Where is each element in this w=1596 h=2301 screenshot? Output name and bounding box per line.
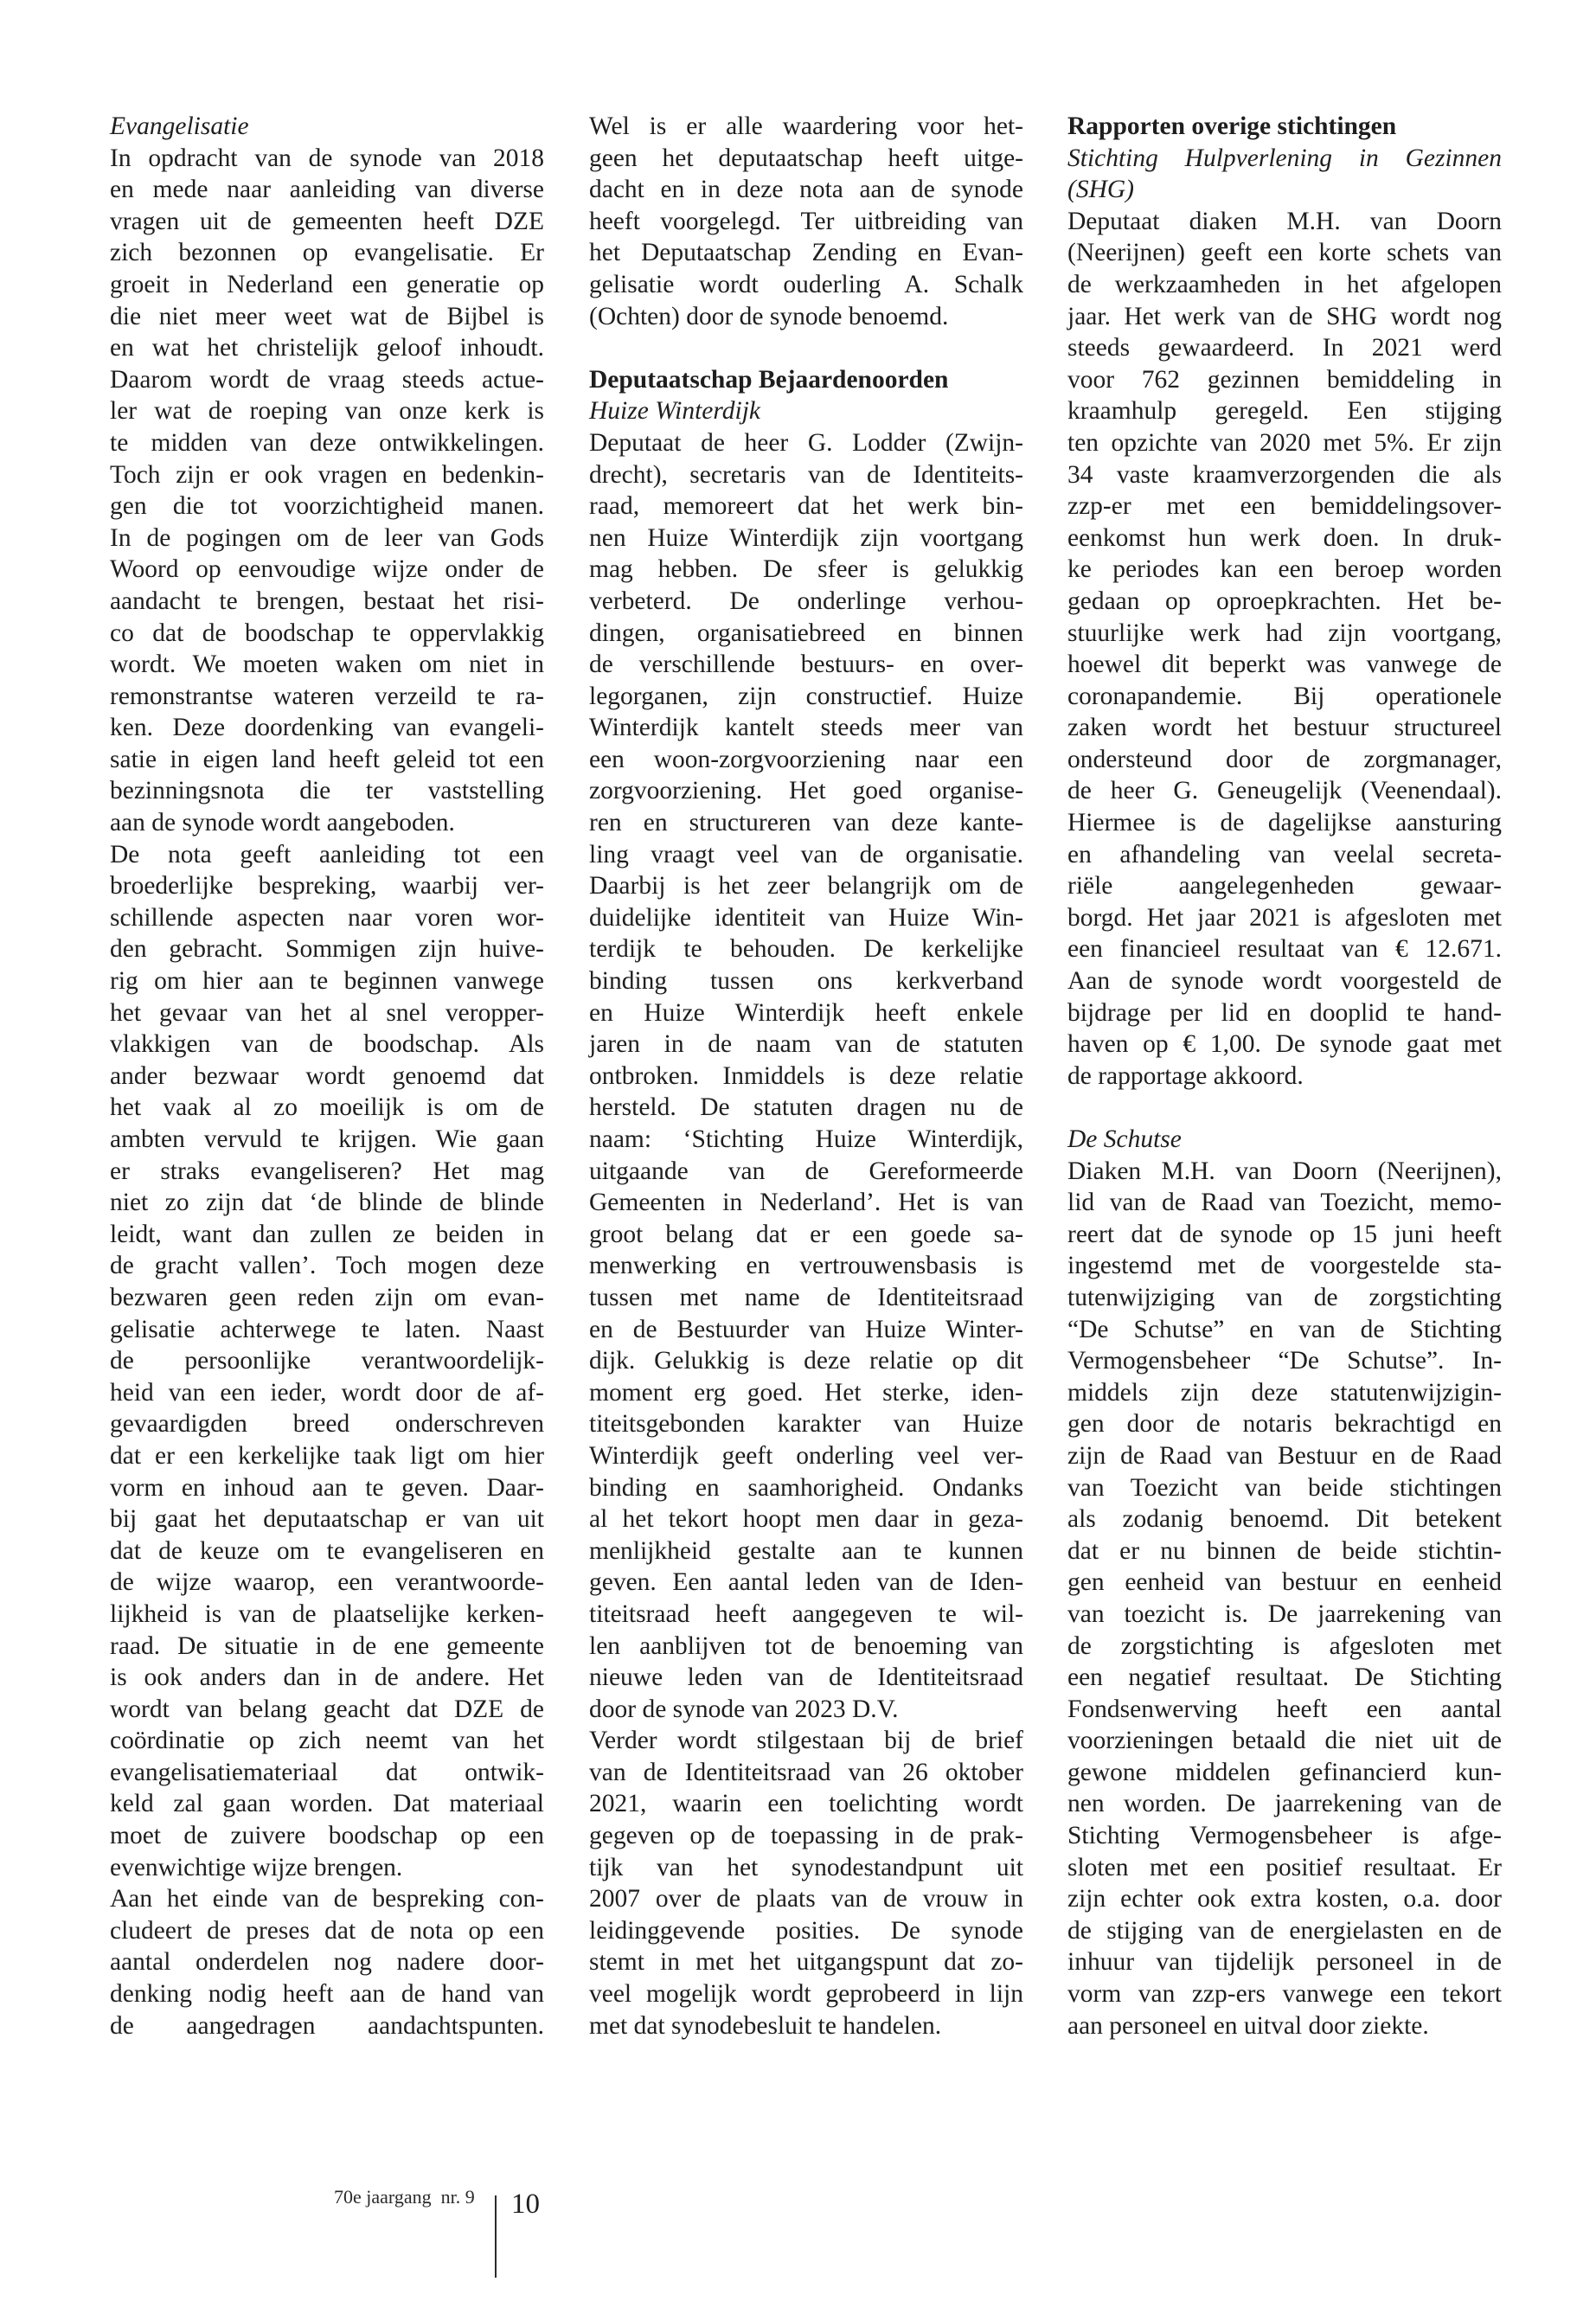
text-line: heeft voorgelegd. Ter uitbreiding van — [589, 207, 1023, 235]
text-line: titeitsraad heeft aangegeven te wil- — [589, 1599, 1023, 1628]
text-line: de zorgstichting is afgesloten met — [1067, 1631, 1502, 1660]
subheading-text: Stichting Hulpverlening in Gezinnen — [1067, 144, 1502, 172]
footer-volume-label: 70e jaargang nr. 9 — [334, 2186, 475, 2208]
text-line: coördinatie op zich neemt van het — [110, 1727, 544, 1755]
text-line: ren en structureren van deze kante- — [589, 809, 1023, 837]
text-line: broederlijke bespreking, waarbij ver- — [110, 872, 544, 901]
text-line: raad. De situatie in de ene gemeente — [110, 1631, 544, 1660]
text-line: raad, memoreert dat het werk bin- — [589, 492, 1023, 521]
text-line: de persoonlijke verantwoordelijk- — [110, 1347, 544, 1375]
text-line: remonstrantse wateren verzeild te ra- — [110, 682, 544, 710]
text-line: dat er een kerkelijke taak ligt om hier — [110, 1441, 544, 1470]
text-line: reert dat de synode op 15 juni heeft — [1067, 1220, 1502, 1248]
text-line: Stichting Vermogensbeheer is afge- — [1067, 1822, 1502, 1850]
text-line: Diaken M.H. van Doorn (Neerijnen), — [1067, 1157, 1502, 1185]
text-line: van Toezicht van beide stichtingen — [1067, 1473, 1502, 1502]
text-line: co dat de boodschap te oppervlakkig — [110, 619, 544, 647]
text-line: vorm van zzp-ers vanwege een tekort — [1067, 1980, 1502, 2009]
text-line: de heer G. Geneugelijk (Veenendaal). — [1067, 777, 1502, 805]
text-line: er straks evangeliseren? Het mag — [110, 1157, 544, 1185]
text-line: ambten vervuld te krijgen. Wie gaan — [110, 1125, 544, 1153]
text-line: ke periodes kan een beroep worden — [1067, 555, 1502, 584]
text-line: tutenwijziging van de zorgstichting — [1067, 1283, 1502, 1311]
text-line: In opdracht van de synode van 2018 — [110, 144, 544, 172]
paragraph — [589, 1725, 1023, 2041]
text-line: zzp-er met een bemiddelingsover- — [1067, 492, 1502, 521]
text-line: de aangedragen aandachtspunten. — [110, 2011, 544, 2040]
text-line: evangelisatiemateriaal dat ontwik- — [110, 1758, 544, 1786]
text-line: zaken wordt het bestuur structureel — [1067, 714, 1502, 742]
paragraph — [110, 1883, 544, 2041]
section-heading — [589, 364, 1023, 396]
text-line: en afhandeling van veelal secreta- — [1067, 840, 1502, 868]
text-line: 34 vaste kraamverzorgenden die als — [1067, 460, 1502, 489]
column-1 — [110, 111, 544, 2041]
page-number: 10 — [511, 2189, 540, 2220]
text-line: een negatief resultaat. De Stichting — [1067, 1663, 1502, 1692]
text-line: de werkzaamheden in het afgelopen — [1067, 270, 1502, 298]
text-line: zijn de Raad van Bestuur en de Raad — [1067, 1441, 1502, 1470]
text-line: naam: ‘Stichting Huize Winterdijk, — [589, 1125, 1023, 1153]
text-line: dat de keuze om te evangeliseren en — [110, 1536, 544, 1565]
text-line: gegeven op de toepassing in de prak- — [589, 1822, 1023, 1850]
text-line: gedaan op oproepkrachten. Het be- — [1067, 586, 1502, 615]
text-line: Winterdijk kantelt steeds meer van — [589, 714, 1023, 742]
text-line: geven. Een aantal leden van de Iden- — [589, 1568, 1023, 1597]
text-line: stemt in met het uitgangspunt dat zo- — [589, 1948, 1023, 1977]
section-subheading — [1067, 1124, 1502, 1156]
text-line: bezwaren geen reden zijn om evan- — [110, 1283, 544, 1311]
text-line: de stijging van de energielasten en de — [1067, 1916, 1502, 1945]
text-line: borgd. Het jaar 2021 is afgesloten met — [1067, 903, 1502, 932]
text-line: voorzieningen betaald die niet uit de — [1067, 1727, 1502, 1755]
text-line: Vermogensbeheer “De Schutse”. In- — [1067, 1347, 1502, 1375]
text-line: gevaardigden breed onderschreven — [110, 1410, 544, 1439]
text-line: drecht), secretaris van de Identiteits- — [589, 460, 1023, 489]
text-line: hersteld. De statuten dragen nu de — [589, 1093, 1023, 1122]
text-line: het vaak al zo moeilijk is om de — [110, 1093, 544, 1122]
section-spacer — [1067, 1092, 1502, 1124]
text-line: jaren in de naam van de statuten — [589, 1030, 1023, 1059]
text-line: Aan de synode wordt voorgesteld de — [1067, 967, 1502, 996]
text-line: Toch zijn er ook vragen en bedenkin- — [110, 460, 544, 489]
text-line: tijk van het synodestandpunt uit — [589, 1853, 1023, 1881]
section-heading — [1067, 111, 1502, 143]
text-line: tussen met name de Identiteitsraad — [589, 1283, 1023, 1311]
text-line: ler wat de roeping van onze kerk is — [110, 397, 544, 426]
text-line: gewone middelen gefinancierd kun- — [1067, 1758, 1502, 1786]
text-line: “De Schutse” en van de Stichting — [1067, 1315, 1502, 1343]
text-line: len aanblijven tot de benoeming van — [589, 1631, 1023, 1660]
text-line: een financieel resultaat van € 12.671. — [1067, 935, 1502, 964]
text-line: titeitsgebonden karakter van Huize — [589, 1410, 1023, 1439]
text-line: leidt, want dan zullen ze beiden in — [110, 1220, 544, 1248]
text-line: een woon-zorgvoorziening naar een — [589, 745, 1023, 773]
text-line: dijk. Gelukkig is deze relatie op dit — [589, 1347, 1023, 1375]
text-line: De nota geeft aanleiding tot een — [110, 840, 544, 868]
text-line: wordt van belang geacht dat DZE de — [110, 1695, 544, 1723]
text-line: het Deputaatschap Zending en Evan- — [589, 239, 1023, 267]
text-line: Daarom wordt de vraag steeds actue- — [110, 365, 544, 394]
text-line: heid van een ieder, wordt door de af- — [110, 1378, 544, 1407]
text-line: aandacht te brengen, bestaat het risi- — [110, 586, 544, 615]
text-line: coronapandemie. Bij operationele — [1067, 682, 1502, 710]
subheading-text: (SHG) — [1067, 176, 1135, 204]
paragraph — [110, 839, 544, 1884]
text-line: sloten met een positief resultaat. Er — [1067, 1853, 1502, 1881]
text-line: jaar. Het werk van de SHG wordt nog — [1067, 302, 1502, 330]
text-line: legorganen, zijn constructief. Huize — [589, 682, 1023, 710]
text-line: ander bezwaar wordt genoemd dat — [110, 1061, 544, 1090]
section-subheading — [1067, 143, 1502, 206]
text-line: zorgvoorziening. Het goed organise- — [589, 777, 1023, 805]
column-2 — [589, 111, 1023, 2041]
text-line: van de Identiteitsraad van 26 oktober — [589, 1758, 1023, 1786]
text-line: die niet meer weet wat de Bijbel is — [110, 302, 544, 330]
section-spacer — [589, 332, 1023, 364]
text-line: veel mogelijk wordt geprobeerd in lijn — [589, 1980, 1023, 2009]
column-3 — [1067, 111, 1502, 2041]
text-line: uitgaande van de Gereformeerde — [589, 1157, 1023, 1185]
text-line: groot belang dat er een goede sa- — [589, 1220, 1023, 1248]
text-line: aan de synode wordt aangeboden. — [110, 809, 455, 837]
text-line: Wel is er alle waardering voor het- — [589, 112, 1023, 140]
text-line: vragen uit de gemeenten heeft DZE — [110, 207, 544, 235]
text-line: Fondsenwerving heeft een aantal — [1067, 1695, 1502, 1723]
paragraph — [1067, 206, 1502, 1093]
text-line: haven op € 1,00. De synode gaat met — [1067, 1030, 1502, 1059]
text-line: denking nodig heeft aan de hand van — [110, 1980, 544, 2009]
text-line: stuurlijke werk had zijn voortgang, — [1067, 619, 1502, 647]
text-line: nen worden. De jaarrekening van de — [1067, 1790, 1502, 1818]
text-line: mag hebben. De sfeer is gelukkig — [589, 555, 1023, 584]
text-line: van toezicht is. De jaarrekening van — [1067, 1599, 1502, 1628]
text-line: gelisatie wordt ouderling A. Schalk — [589, 270, 1023, 298]
text-line: duidelijke identiteit van Huize Win- — [589, 903, 1023, 932]
text-line: cludeert de preses dat de nota op een — [110, 1916, 544, 1945]
text-line: ondersteund door de zorgmanager, — [1067, 745, 1502, 773]
text-line: en Huize Winterdijk heeft enkele — [589, 998, 1023, 1027]
text-line: lid van de Raad van Toezicht, memo- — [1067, 1189, 1502, 1217]
text-line: gen eenheid van bestuur en eenheid — [1067, 1568, 1502, 1597]
text-line: nieuwe leden van de Identiteitsraad — [589, 1663, 1023, 1692]
text-line: al het tekort hoopt men daar in geza- — [589, 1505, 1023, 1534]
text-line: In de pogingen om de leer van Gods — [110, 523, 544, 552]
paragraph — [110, 143, 544, 839]
text-line: satie in eigen land heeft geleid tot een — [110, 745, 544, 773]
text-line: groeit in Nederland een generatie op — [110, 270, 544, 298]
text-line: en de Bestuurder van Huize Winter- — [589, 1315, 1023, 1343]
paragraph — [589, 427, 1023, 1725]
text-line: binding en saamhorigheid. Ondanks — [589, 1473, 1023, 1502]
text-line: kraamhulp geregeld. Een stijging — [1067, 397, 1502, 426]
text-line: geen het deputaatschap heeft uitge- — [589, 144, 1023, 172]
text-line: bijdrage per lid en dooplid te hand- — [1067, 998, 1502, 1027]
text-line: wordt. We moeten waken om niet in — [110, 651, 544, 679]
text-line: ingestemd met de voorgestelde sta- — [1067, 1252, 1502, 1280]
text-line: (Ochten) door de synode benoemd. — [589, 302, 949, 330]
text-line: de verschillende bestuurs- en over- — [589, 651, 1023, 679]
text-line: riële aangelegenheden gewaar- — [1067, 872, 1502, 901]
text-line: hoewel dit beperkt was vanwege de — [1067, 651, 1502, 679]
text-line: gen die tot voorzichtigheid manen. — [110, 492, 544, 521]
text-line: ling vraagt veel van de organisatie. — [589, 840, 1023, 868]
section-subheading — [589, 395, 1023, 427]
text-line: binding tussen ons kerkverband — [589, 967, 1023, 996]
subheading-text: De Schutse — [1067, 1125, 1182, 1153]
text-line: (Neerijnen) geeft een korte schets van — [1067, 239, 1502, 267]
heading-text: Rapporten overige stichtingen — [1067, 112, 1397, 140]
text-line: en mede naar aanleiding van diverse — [110, 176, 544, 204]
footer-divider — [495, 2195, 497, 2278]
text-line: 2021, waarin een toelichting wordt — [589, 1790, 1023, 1818]
text-line: menwerking en vertrouwensbasis is — [589, 1252, 1023, 1280]
text-line: keld zal gaan worden. Dat materiaal — [110, 1790, 544, 1818]
text-line: Aan het einde van de bespreking con- — [110, 1885, 544, 1913]
text-line: Deputaat diaken M.H. van Doorn — [1067, 207, 1502, 235]
text-line: Gemeenten in Nederland’. Het is van — [589, 1189, 1023, 1217]
text-line: nen Huize Winterdijk zijn voortgang — [589, 523, 1023, 552]
text-line: terdijk te behouden. De kerkelijke — [589, 935, 1023, 964]
heading-text: Deputaatschap Bejaardenoorden — [589, 365, 949, 394]
text-line: niet zo zijn dat ‘de blinde de blinde — [110, 1189, 544, 1217]
text-line: Deputaat de heer G. Lodder (Zwijn- — [589, 428, 1023, 457]
text-line: door de synode van 2023 D.V. — [589, 1695, 899, 1723]
text-line: middels zijn deze statutenwijzigin- — [1067, 1378, 1502, 1407]
text-line: menlijkheid gestalte aan te kunnen — [589, 1536, 1023, 1565]
text-line: Daarbij is het zeer belangrijk om de — [589, 872, 1023, 901]
text-line: Verder wordt stilgestaan bij de brief — [589, 1727, 1023, 1755]
text-line: schillende aspecten naar voren wor- — [110, 903, 544, 932]
text-line: met dat synodebesluit te handelen. — [589, 2011, 942, 2040]
text-line: vorm en inhoud aan te geven. Daar- — [110, 1473, 544, 1502]
text-line: gen door de notaris bekrachtigd en — [1067, 1410, 1502, 1439]
text-line: rig om hier aan te beginnen vanwege — [110, 967, 544, 996]
text-line: als zodanig benoemd. Dit betekent — [1067, 1505, 1502, 1534]
text-line: het gevaar van het al snel veropper- — [110, 998, 544, 1027]
text-line: is ook anders dan in de andere. Het — [110, 1663, 544, 1692]
text-line: 2007 over de plaats van de vrouw in — [589, 1885, 1023, 1913]
text-line: zich bezonnen op evangelisatie. Er — [110, 239, 544, 267]
section-subheading — [110, 111, 544, 143]
text-line: verbeterd. De onderlinge verhou- — [589, 586, 1023, 615]
text-line: bij gaat het deputaatschap er van uit — [110, 1505, 544, 1534]
subheading-text: Evangelisatie — [110, 112, 249, 140]
paragraph — [589, 111, 1023, 332]
text-line: eenkomst hun werk doen. In druk- — [1067, 523, 1502, 552]
text-line: aan personeel en uitval door ziekte. — [1067, 2011, 1429, 2040]
text-line: lijkheid is van de plaatselijke kerken- — [110, 1599, 544, 1628]
text-line: te midden van deze ontwikkelingen. — [110, 428, 544, 457]
text-line: ten opzichte van 2020 met 5%. Er zijn — [1067, 428, 1502, 457]
text-line: moet de zuivere boodschap op een — [110, 1822, 544, 1850]
text-line: leidinggevende posities. De synode — [589, 1916, 1023, 1945]
text-line: den gebracht. Sommigen zijn huive- — [110, 935, 544, 964]
text-line: dacht en in deze nota aan de synode — [589, 176, 1023, 204]
text-line: en wat het christelijk geloof inhoudt. — [110, 334, 544, 362]
text-line: Hiermee is de dagelijkse aansturing — [1067, 809, 1502, 837]
text-line: steeds gewaardeerd. In 2021 werd — [1067, 334, 1502, 362]
text-line: evenwichtige wijze brengen. — [110, 1853, 403, 1881]
text-line: Woord op eenvoudige wijze onder de — [110, 555, 544, 584]
paragraph — [1067, 1156, 1502, 2042]
subheading-text: Huize Winterdijk — [589, 397, 761, 426]
text-line: gelisatie achterwege te laten. Naast — [110, 1315, 544, 1343]
text-line: inhuur van tijdelijk personeel in de — [1067, 1948, 1502, 1977]
text-line: de gracht vallen’. Toch mogen deze — [110, 1252, 544, 1280]
text-line: voor 762 gezinnen bemiddeling in — [1067, 365, 1502, 394]
text-line: de wijze waarop, een verantwoorde- — [110, 1568, 544, 1597]
text-line: vlakkigen van de boodschap. Als — [110, 1030, 544, 1059]
text-line: bezinningsnota die ter vaststelling — [110, 777, 544, 805]
text-line: Winterdijk geeft onderling veel ver- — [589, 1441, 1023, 1470]
text-line: ken. Deze doordenking van evangeli- — [110, 714, 544, 742]
text-line: moment erg goed. Het sterke, iden- — [589, 1378, 1023, 1407]
text-line: aantal onderdelen nog nadere door- — [110, 1948, 544, 1977]
text-line: dat er nu binnen de beide stichtin- — [1067, 1536, 1502, 1565]
text-line: ontbroken. Inmiddels is deze relatie — [589, 1061, 1023, 1090]
text-line: dingen, organisatiebreed en binnen — [589, 619, 1023, 647]
text-line: zijn echter ook extra kosten, o.a. door — [1067, 1885, 1502, 1913]
text-line: de rapportage akkoord. — [1067, 1061, 1304, 1090]
